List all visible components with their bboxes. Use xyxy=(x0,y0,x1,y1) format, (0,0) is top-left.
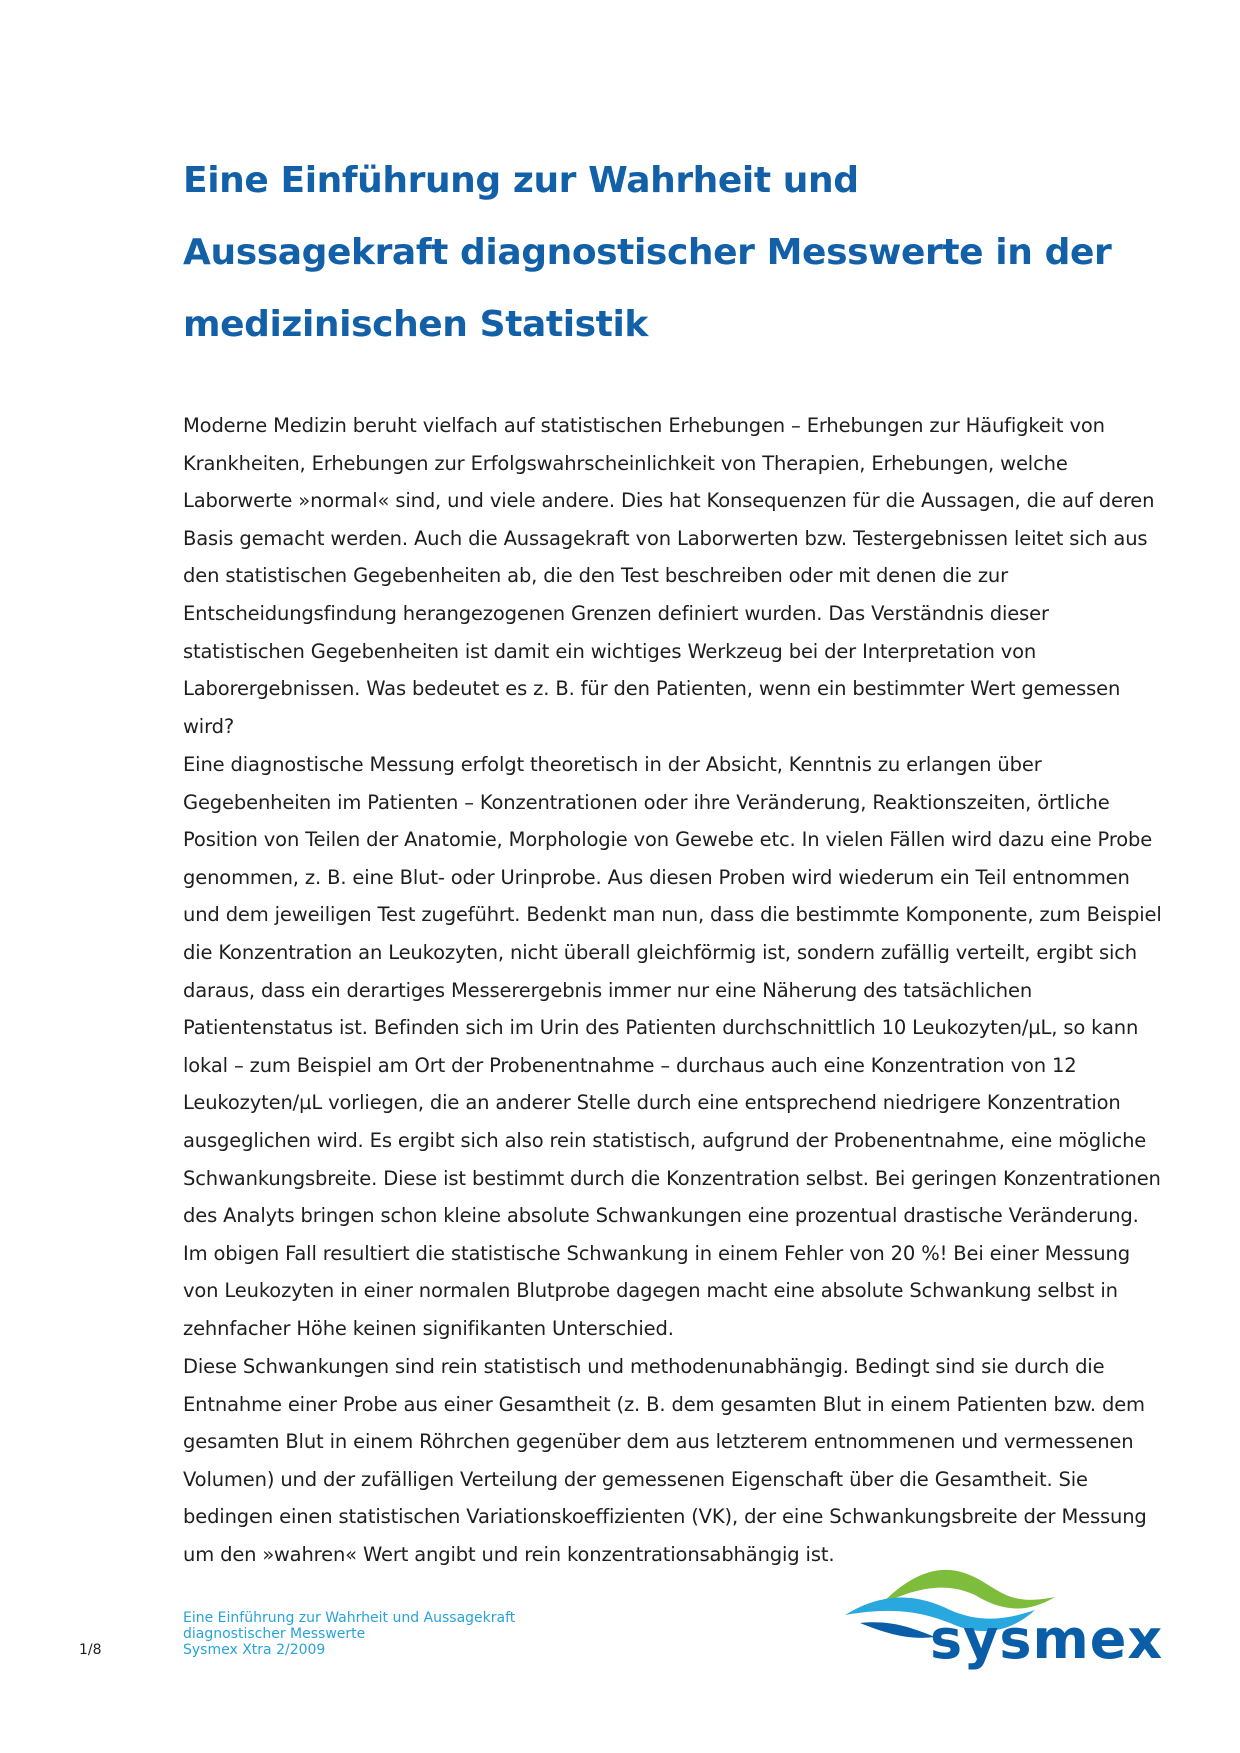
footer-line-publication: Sysmex Xtra 2/2009 xyxy=(183,1642,326,1658)
document-title: Eine Einführung zur Wahrheit und Aussagekraft diagnostischer Messwerte in der medizinischen Statistik xyxy=(183,160,1112,345)
paragraph-fluctuations: Diese Schwankungen sind rein statistisch und methodenunabhängig. Bedingt sind sie durch die Entnahme einer Probe aus einer Gesamtheit (z. B. dem gesamten Blut in einem Patienten bzw. dem gesamten Blut in einem Röhrchen gegenüber dem aus letzterem entnommenen und vermessenen Volumen) und der zufälligen Verteilung der gemessenen Eigenschaft über die Gesamtheit. Sie bedingen einen statistischen Variationskoeffizienten (VK), der eine Schwankungsbreite der Messung um den »wahren« Wert angibt und rein konzentrationsabhängig ist. xyxy=(183,1355,1147,1566)
logo-darkblue-wave xyxy=(860,1622,935,1638)
footer-reference xyxy=(183,1610,515,1658)
logo-wordmark: sysmex xyxy=(930,1608,1164,1671)
sysmex-logo xyxy=(840,1565,1164,1675)
paragraph-intro: Moderne Medizin beruht vielfach auf statistischen Erhebungen – Erhebungen zur Häufigkeit von Krankheiten, Erhebungen zur Erfolgswahrscheinlichkeit von Therapien, Erhebungen, welche Laborwerte »normal« sind, und viele andere. Dies hat Konsequenzen für die Aussagen, die auf deren Basis gemacht werden. Auch die Aussagekraft von Laborwerten bzw. Testergebnissen leitet sich aus den statistischen Gegebenheiten ab, die den Test beschreiben oder mit denen die zur Entscheidungsfindung herangezogenen Grenzen definiert wurden. Das Verständnis dieser statistischen Gegebenheiten ist damit ein wichtiges Werkzeug bei der Interpretation von Laborergebnissen. Was bedeutet es z. B. für den Patienten, wenn ein bestimmter Wert gemessen wird? xyxy=(183,414,1155,738)
page-number: 1/8 xyxy=(79,1642,102,1658)
footer-line-subtitle: diagnostischer Messwerte xyxy=(183,1626,366,1642)
paragraph-measurement: Eine diagnostische Messung erfolgt theoretisch in der Absicht, Kenntnis zu erlangen über Gegebenheiten im Patienten – Konzentrationen oder ihre Veränderung, Reaktionszeiten, örtliche Position von Teilen der Anatomie, Morphologie von Gewebe etc. In vielen Fällen wird dazu eine Probe genommen, z. B. eine Blut- oder Urinprobe. Aus diesen Proben wird wiederum ein Teil entnommen und dem jeweiligen Test zugeführt. Bedenkt man nun, dass die bestimmte Komponente, zum Beispiel die Konzentration an Leukozyten, nicht überall gleichförmig ist, sondern zufällig verteilt, ergibt sich daraus, dass ein derartiges Messerergebnis immer nur eine Näherung des tatsächlichen Patientenstatus ist. Befinden sich im Urin des Patienten durchschnittlich 10 Leukozyten/µL, so kann lokal – zum Beispiel am Ort der Probenentnahme – durchaus auch eine Konzentration von 12 Leukozyten/µL vorliegen, die an anderer Stelle durch eine entsprechend niedrigere Konzentration ausgeglichen wird. Es ergibt sich also rein statistisch, aufgrund der Probenentnahme, eine mögliche Schwankungsbreite. Diese ist bestimmt durch die Konzentration selbst. Bei geringen Konzentrationen des Analyts bringen schon kleine absolute Schwankungen eine prozentual drastische Veränderung. Im obigen Fall resultiert die statistische Schwankung in einem Fehler von 20 %! Bei einer Messung von Leukozyten in einer normalen Blutprobe dagegen macht eine absolute Schwankung selbst in zehnfacher Höhe keinen signifikanten Unterschied. xyxy=(183,753,1162,1340)
footer-line-title: Eine Einführung zur Wahrheit und Aussagekraft xyxy=(183,1610,516,1626)
